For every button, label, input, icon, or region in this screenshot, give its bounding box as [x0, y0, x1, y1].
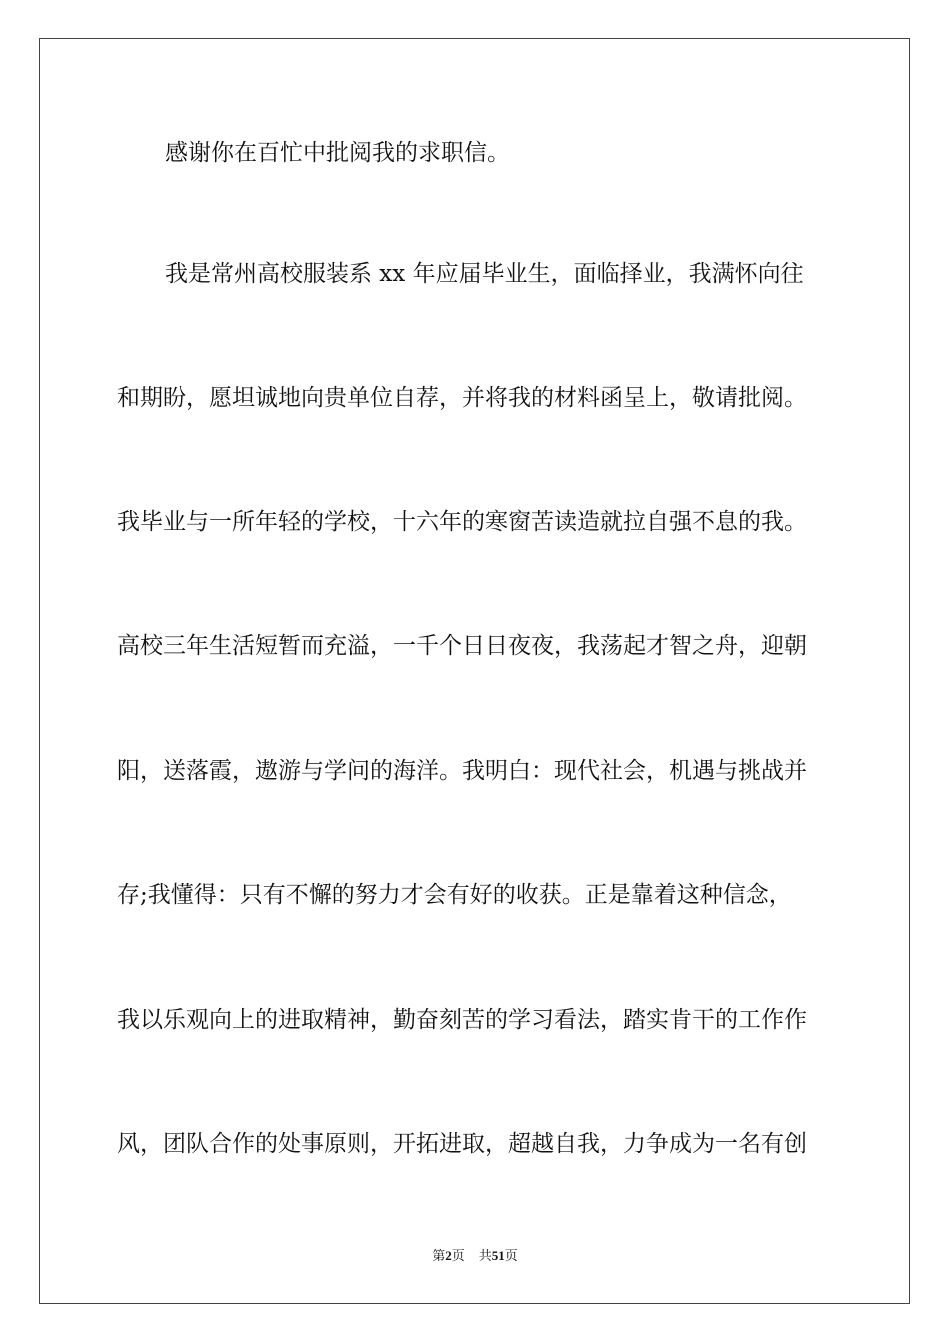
- paragraph-line-5: 高校三年生活短暂而充溢，一千个日日夜夜，我荡起才智之舟，迎朝: [117, 633, 807, 659]
- footer-total-prefix: 共: [478, 1248, 492, 1263]
- paragraph-line-3: 和期盼，愿坦诚地向贵单位自荐，并将我的材料函呈上，敬请批阅。: [117, 385, 807, 411]
- paragraph-line-6: 阳，送落霞，遨游与学问的海洋。我明白：现代社会，机遇与挑战并: [117, 758, 807, 784]
- footer-page-prefix: 第: [432, 1248, 446, 1263]
- paragraph-line-8: 我以乐观向上的进取精神，勤奋刻苦的学习看法，踏实肯干的工作作: [117, 1007, 807, 1033]
- page-border: [39, 38, 910, 1304]
- paragraph-line-1: 感谢你在百忙中批阅我的求职信。: [165, 140, 510, 166]
- footer-page-suffix: 页: [451, 1248, 465, 1263]
- footer-page-number: 2: [445, 1248, 452, 1263]
- paragraph-line-9: 风，团队合作的处事原则，开拓进取，超越自我，力争成为一名有创: [117, 1131, 807, 1157]
- paragraph-line-7: 存;我懂得：只有不懈的努力才会有好的收获。正是靠着这种信念，: [117, 882, 792, 908]
- page-footer: [0, 1248, 950, 1264]
- paragraph-line-4: 我毕业与一所年轻的学校，十六年的寒窗苦读造就拉自强不息的我。: [117, 509, 807, 535]
- paragraph-line-2: 我是常州高校服装系 xx 年应届毕业生，面临择业，我满怀向往: [165, 261, 804, 287]
- footer-total-suffix: 页: [504, 1248, 518, 1263]
- footer-total-pages: 51: [491, 1248, 505, 1263]
